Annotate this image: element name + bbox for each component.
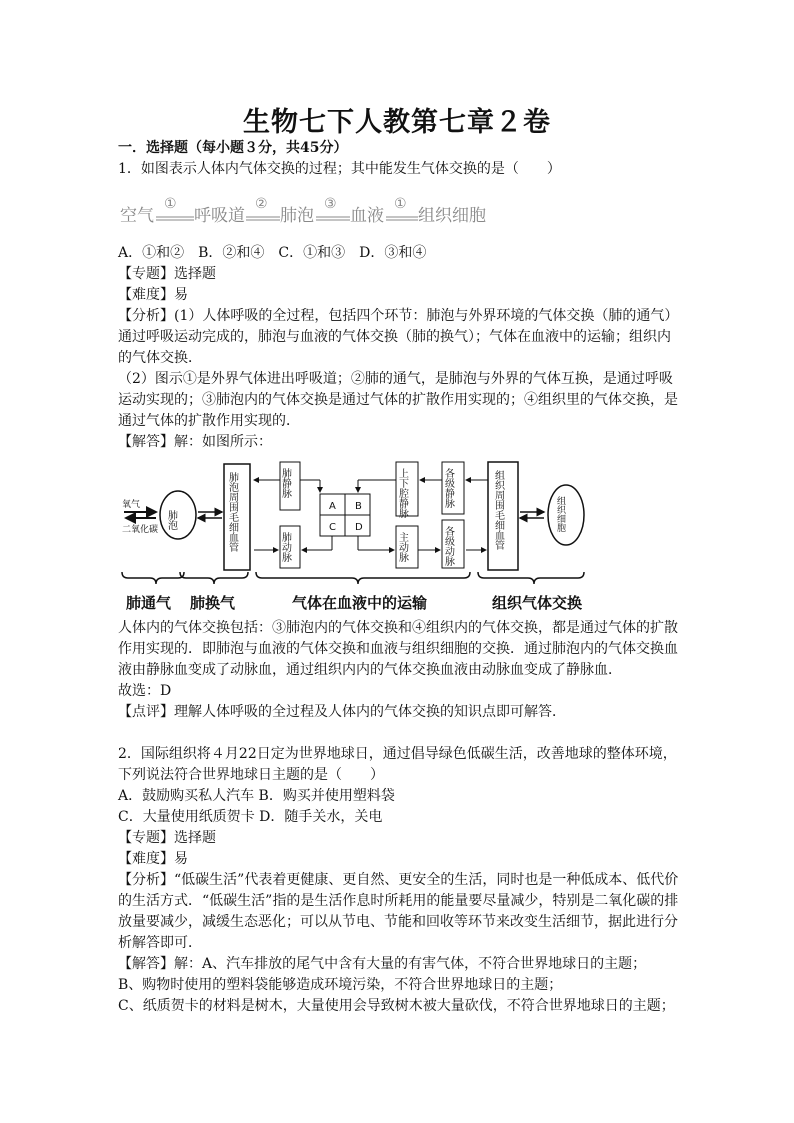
q2-stem-2: 下列说法符合世界地球日主题的是（ ） <box>118 767 384 783</box>
q2-difficulty: 【难度】易 <box>118 851 188 867</box>
gas-exchange-diagram <box>120 460 590 616</box>
q2-answer-1: 【解答】解：A、汽车排放的尾气中含有大量的有害气体，不符合世界地球日的主题； <box>118 956 647 972</box>
flow-arrow-label-3: ③ <box>324 196 337 212</box>
vena-cava-label: 上下腔静脉 <box>396 468 408 518</box>
heart-d: D <box>355 522 363 533</box>
gas-exchange-flow <box>118 196 518 236</box>
q2-answer-3: C、纸质贺卡的材料是树木，大量使用会导致树木被大量砍伐，不符合世界地球日的主题； <box>118 998 675 1014</box>
pulmonary-vein-label: 肺静脉 <box>279 468 291 498</box>
q1-options: A．①和② B．②和④ C．①和③ D．③和④ <box>118 245 427 261</box>
q1-comment: 【点评】理解人体呼吸的全过程及人体内的气体交换的知识点即可解答． <box>118 704 566 720</box>
tissue-cell-shape <box>548 485 584 545</box>
q2-topic: 【专题】选择题 <box>118 830 216 846</box>
q1-analysis-2: 通过呼吸运动完成的，肺泡与血液的气体交换（肺的换气）；气体在血液中的运输；组织内 <box>118 329 671 345</box>
q1-analysis-3: 的气体交换． <box>118 350 202 366</box>
flow-node-tissue-cell: 组织细胞 <box>418 206 486 226</box>
brace-lung-exchange <box>180 572 248 584</box>
section-heading: 一．选择题（每小题３分，共45分） <box>118 140 348 156</box>
q2-stem-1: 2．国际组织将４月22日定为世界地球日，通过倡导绿色低碳生活，改善地球的整体环境， <box>118 746 677 762</box>
q1-stem: 1．如图表示人体内气体交换的过程；其中能发生气体交换的是（ ） <box>118 161 561 177</box>
heart-c: C <box>329 522 336 533</box>
flow-arrow-label-2: ② <box>255 196 268 212</box>
label-lung-exchange: 肺换气 <box>190 594 236 612</box>
q2-options-1: A．鼓励购买私人汽车 B．购买并使用塑料袋 <box>118 788 395 804</box>
q1-analysis-5: 运动实现的；③肺泡内的气体交换是通过气体的扩散作用实现的；④组织里的气体交换，是 <box>118 392 678 408</box>
label-tissue-exchange: 组织气体交换 <box>492 594 583 612</box>
q1-analysis-4: （2）图示①是外界气体进出呼吸道；②肺的通气，是肺泡与外界的气体互换，是通过呼吸 <box>118 371 673 387</box>
label-ventilation: 肺通气 <box>126 594 172 612</box>
aorta-label: 主动脉 <box>396 532 408 562</box>
flow-arrow-label-1: ① <box>164 196 177 212</box>
q1-analysis-1: 【分析】(1）人体呼吸的全过程，包括四个环节：肺泡与外界环境的气体交换（肺的通气） <box>118 308 679 324</box>
heart-b: B <box>355 501 362 512</box>
veins-label: 各级静脉 <box>442 468 454 508</box>
q2-analysis-4: 析解答即可． <box>118 935 202 951</box>
q1-choice: 故选：D <box>118 683 172 699</box>
q1-explain-2: 作用实现的．即肺泡与血液的气体交换和血液与组织细胞的交换．通过肺泡内的气体交换血 <box>118 641 678 657</box>
brace-ventilation <box>122 572 184 584</box>
label-co2: 二氧化碳 <box>122 525 159 535</box>
q2-options-2: C．大量使用纸质贺卡 D．随手关水，关电 <box>118 809 383 825</box>
q1-explain-1: 人体内的气体交换包括：③肺泡内的气体交换和④组织内的气体交换，都是通过气体的扩散 <box>118 620 678 636</box>
pulmonary-artery-label: 肺动脉 <box>279 532 291 562</box>
q1-explain-3: 液由静脉血变成了动脉血，通过组织内内的气体交换血液由动脉血变成了静脉血． <box>118 662 622 678</box>
arteries-label: 各级动脉 <box>442 526 454 566</box>
flow-node-blood: 血液 <box>350 206 384 226</box>
q2-analysis-1: 【分析】“低碳生活”代表着更健康、更自然、更安全的生活，同时也是一种低成本、低代价 <box>118 872 679 888</box>
tissue-cell-label: 组织细胞 <box>555 496 565 532</box>
page-title: 生物七下人教第七章２卷 <box>243 107 551 138</box>
brace-transport <box>256 572 470 584</box>
heart-a: A <box>329 501 336 512</box>
label-oxygen: 氧气 <box>122 500 141 510</box>
q1-answer-intro: 【解答】解：如图所示： <box>118 434 272 450</box>
q2-analysis-2: 的生活方式．“低碳生活”指的是生活作息时所耗用的能量要尽量减少，特别是二氧化碳的排 <box>118 893 679 909</box>
q1-analysis-6: 通过气体的扩散作用实现的． <box>118 413 300 429</box>
tissue-capillary-label: 组织周围毛细血管 <box>492 470 504 550</box>
alveolus-label: 肺泡 <box>165 510 177 530</box>
flow-node-air: 空气 <box>120 206 154 226</box>
flow-arrow-label-4: ① <box>394 196 407 212</box>
flow-node-alveolus: 肺泡 <box>280 206 314 226</box>
q1-topic: 【专题】选择题 <box>118 266 216 282</box>
q1-difficulty: 【难度】易 <box>118 287 188 303</box>
label-transport: 气体在血液中的运输 <box>292 594 428 612</box>
flow-node-airway: 呼吸道 <box>194 206 245 226</box>
brace-tissue-exchange <box>478 572 584 584</box>
lung-capillary-label: 肺泡周围毛细血管 <box>226 472 238 552</box>
q2-answer-2: B、购物时使用的塑料袋能够造成环境污染，不符合世界地球日的主题； <box>118 977 563 993</box>
q2-analysis-3: 放量要减少，减缓生态恶化；可以从节电、节能和回收等环节来改变生活细节，据此进行分 <box>118 914 678 930</box>
